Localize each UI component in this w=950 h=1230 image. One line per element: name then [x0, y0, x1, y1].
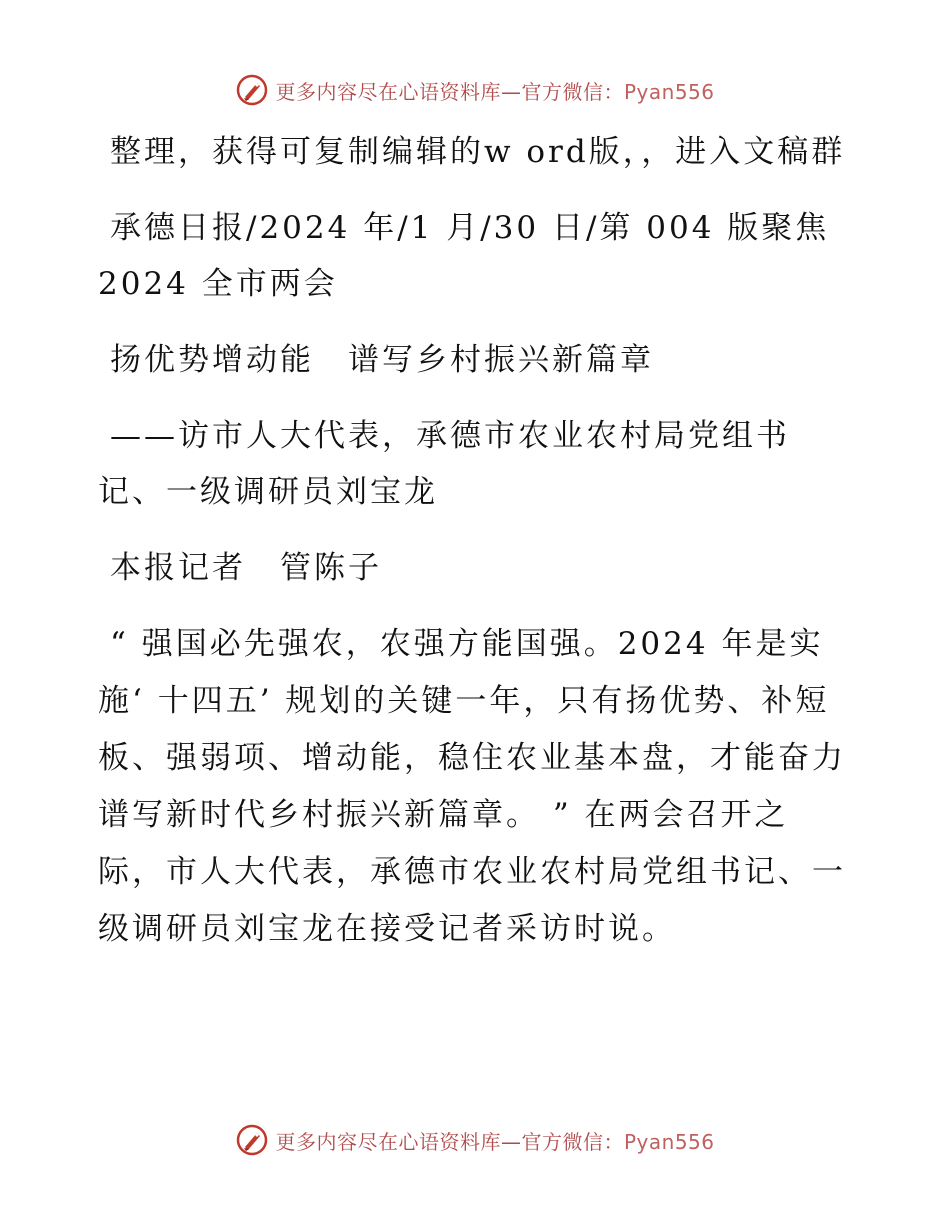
fountain-pen-logo-icon — [235, 1123, 269, 1157]
source-line: 承德日报/2024 年/1 月/30 日/第 004 版聚焦2024 全市两会 — [98, 210, 830, 302]
article-title: 扬优势增动能 谱写乡村振兴新篇章 — [110, 342, 654, 378]
watermark-wechat-label: 官方微信： — [521, 79, 624, 104]
watermark-wechat-id: Pyan556 — [623, 79, 715, 104]
watermark-text — [275, 1126, 714, 1155]
watermark-site-name: 更多内容尽在心语资料库 — [275, 79, 501, 104]
watermark-wechat-label: 官方微信： — [521, 1129, 624, 1154]
article-subtitle: ——访市人大代表，承德市农业农村局党组书记、一级调研员刘宝龙 — [98, 418, 790, 510]
reporter-line: 本报记者 管陈子 — [110, 550, 382, 586]
watermark-text — [275, 76, 714, 105]
body-paragraph: “ 强国必先强农，农强方能国强。2024 年是实施‘ 十四五’ 规划的关键一年，只有扬优势、补短板、强弱项、增动能，稳住农业基本盘，才能奋力谱写新时代乡村振兴新篇章。 ” 在两会召开之际，市人大代表，承德市农业农村局党组书记、一级调研员刘宝龙在接受记者采访时说。 — [98, 626, 846, 947]
watermark-wechat-id: Pyan556 — [623, 1129, 715, 1154]
watermark-site-name: 更多内容尽在心语资料库 — [275, 1129, 501, 1154]
fountain-pen-logo-icon — [235, 73, 269, 107]
footer-watermark — [0, 1120, 950, 1160]
watermark-separator: — — [500, 1129, 522, 1154]
watermark-separator: — — [500, 79, 522, 104]
intro-paragraph: 整理，获得可复制编辑的w ord版，，进入文稿群 — [110, 134, 846, 170]
header-watermark — [0, 70, 950, 110]
document-body — [98, 120, 850, 958]
